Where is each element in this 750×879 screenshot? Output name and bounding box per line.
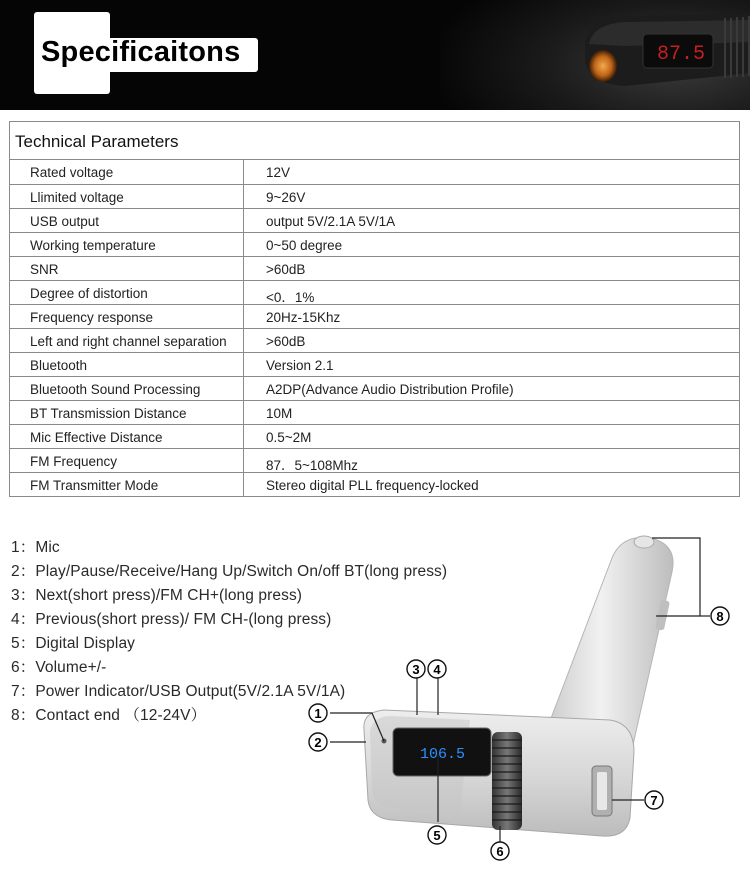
- svg-text:1: 1: [314, 706, 322, 721]
- parameter-name: Left and right channel separation: [10, 329, 244, 352]
- table-row: [10, 472, 739, 496]
- parameter-name: Bluetooth: [10, 353, 244, 376]
- parameter-value: 20Hz-15Khz: [266, 310, 341, 325]
- parameter-value: >60dB: [266, 334, 306, 349]
- feature-item-digital-display: 5：Digital Display: [11, 635, 136, 652]
- table-row: [10, 448, 739, 472]
- banner-product-image: [585, 12, 750, 98]
- parameter-value: 87．5~108Mhz: [266, 458, 358, 473]
- parameter-name: Rated voltage: [10, 160, 244, 184]
- table-body: [10, 160, 739, 496]
- page-title: Specificaitons: [41, 36, 241, 68]
- parameter-value: A2DP(Advance Audio Distribution Profile): [266, 382, 514, 397]
- parameter-name: Degree of distortion: [10, 281, 244, 304]
- table-row: [10, 208, 739, 232]
- svg-text:8: 8: [716, 609, 724, 624]
- callout-3: [407, 660, 425, 678]
- digital-display: [393, 728, 491, 776]
- parameter-name: FM Transmitter Mode: [10, 473, 244, 496]
- feature-item-next: 3：Next(short press)/FM CH+(long press): [11, 587, 303, 604]
- parameter-value: >60dB: [266, 262, 306, 277]
- parameter-value: <0．1%: [266, 290, 315, 305]
- volume-knob: [492, 732, 522, 830]
- parameter-value: 0.5~2M: [266, 430, 312, 445]
- technical-parameters-table: [9, 121, 740, 497]
- table-header: Technical Parameters: [10, 122, 739, 160]
- table-row: [10, 256, 739, 280]
- feature-item-play-pause: 2：Play/Pause/Receive/Hang Up/Switch On/off BT(long press): [11, 563, 448, 580]
- table-row: [10, 400, 739, 424]
- svg-text:4: 4: [433, 662, 441, 677]
- table-row: [10, 352, 739, 376]
- feature-item-contact-end: 8：Contact end （12-24V）: [11, 707, 207, 724]
- feature-item-mic: 1：Mic: [11, 539, 60, 556]
- specifications-banner: [0, 0, 750, 110]
- parameter-value: Stereo digital PLL frequency-locked: [266, 478, 479, 493]
- callout-8: [711, 607, 729, 625]
- parameter-name: Frequency response: [10, 305, 244, 328]
- callout-2: [309, 733, 327, 751]
- svg-text:5: 5: [433, 828, 441, 843]
- callout-7: [645, 791, 663, 809]
- feature-item-previous: 4：Previous(short press)/ FM CH-(long press): [11, 611, 332, 628]
- svg-text:7: 7: [650, 793, 658, 808]
- usb-port: [592, 766, 612, 816]
- table-row: [10, 160, 739, 184]
- parameter-value: 0~50 degree: [266, 238, 343, 253]
- banner-display-reading: 87.5: [657, 43, 706, 66]
- callout-1: [309, 704, 327, 722]
- feature-item-volume: 6：Volume+/-: [11, 659, 107, 676]
- callout-5: [428, 826, 446, 844]
- callout-4: [428, 660, 446, 678]
- parameter-value: Version 2.1: [266, 358, 334, 373]
- parameter-name: Mic Effective Distance: [10, 425, 244, 448]
- parameter-name: Working temperature: [10, 233, 244, 256]
- parameter-name: Llimited voltage: [10, 185, 244, 208]
- svg-text:2: 2: [314, 735, 322, 750]
- parameter-value: output 5V/2.1A 5V/1A: [266, 214, 396, 229]
- diagram-display-reading: 106.5: [420, 746, 466, 763]
- parameter-name: Bluetooth Sound Processing: [10, 377, 244, 400]
- svg-text:6: 6: [496, 844, 504, 859]
- parameter-name: BT Transmission Distance: [10, 401, 244, 424]
- parameter-name: FM Frequency: [10, 449, 244, 472]
- table-row: [10, 232, 739, 256]
- table-row: [10, 184, 739, 208]
- table-row: [10, 304, 739, 328]
- feature-item-power-usb: 7：Power Indicator/USB Output(5V/2.1A 5V/1A): [11, 683, 346, 700]
- parameter-value: 9~26V: [266, 190, 306, 205]
- table-row: [10, 424, 739, 448]
- parameter-value: 12V: [266, 165, 291, 180]
- table-row: [10, 280, 739, 304]
- parameter-name: SNR: [10, 257, 244, 280]
- svg-text:3: 3: [412, 662, 420, 677]
- device-diagram: [300, 520, 750, 879]
- table-row: [10, 376, 739, 400]
- parameter-value: 10M: [266, 406, 293, 421]
- parameter-name: USB output: [10, 209, 244, 232]
- table-row: [10, 328, 739, 352]
- callout-6: [491, 842, 509, 860]
